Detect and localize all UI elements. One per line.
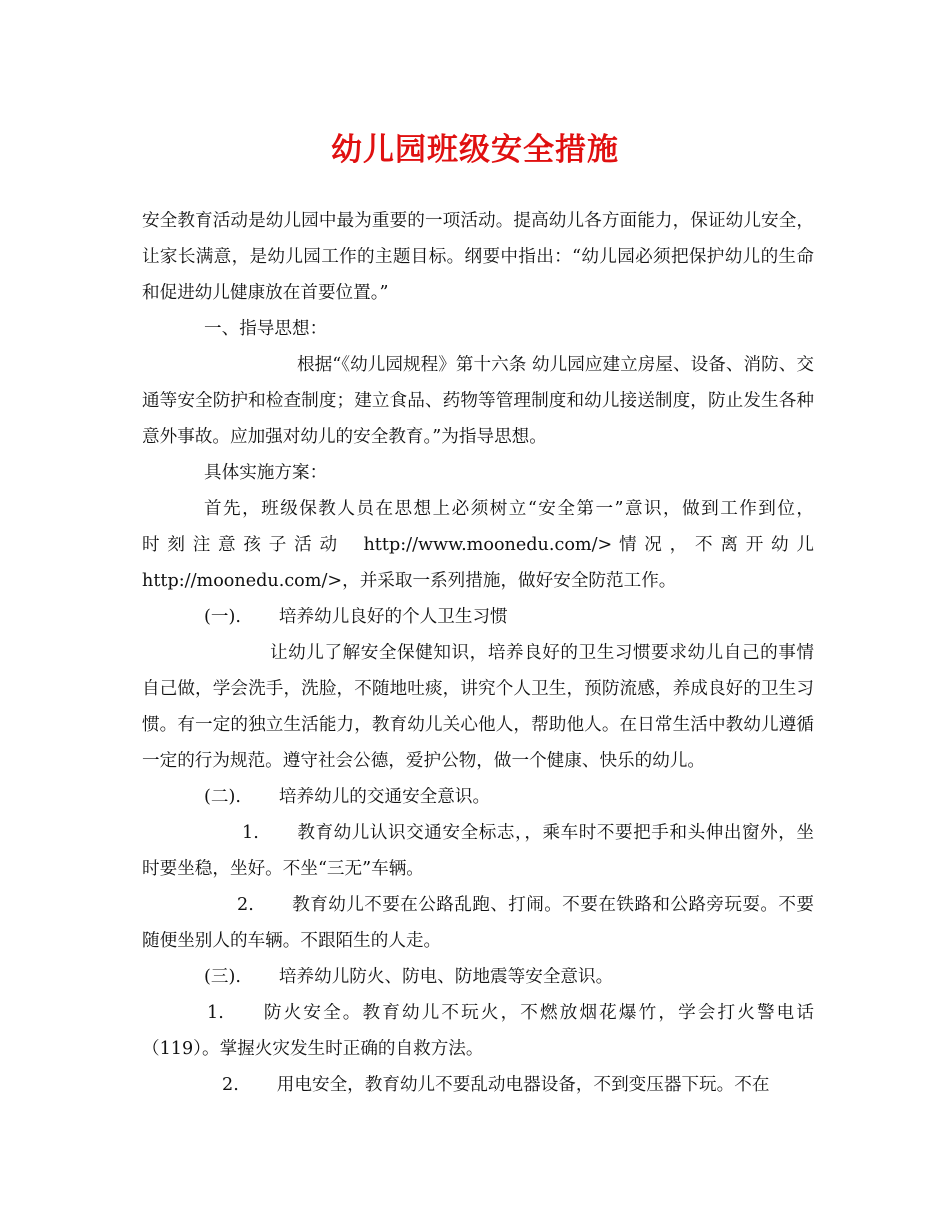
part2-item-1-number: 1.	[242, 823, 259, 843]
part2-heading: 培养幼儿的交通安全意识。	[278, 787, 491, 807]
plan-heading: 具体实施方案：	[204, 463, 328, 483]
plan-line-1: 首先，班级保教人员在思想上必须树立“安全第一”意识，做到工作到位，	[204, 499, 814, 519]
section1-paragraph: 根据“《幼儿园规程》第十六条 幼儿园应建立房屋、设备、消防、交通等安全防护和检查制度；建立食品、药物等管理制度和幼儿接送制度，防止发生各种意外事故。应加强对幼儿的安全教育。”为指导思想。	[142, 355, 814, 447]
part2-item-1	[142, 815, 814, 887]
plan-line-2: 时 刻 注 意 孩 子 活 动 http://www.moonedu.com/> 情 况 ， 不 离 开 幼 儿	[142, 535, 814, 555]
part2-item-1-text: 教育幼儿认识交通安全标志，，乘车时不要把手和头伸出窗外，坐时要坐稳，坐好。不坐“三无”车辆。	[142, 823, 814, 879]
document-title: 幼儿园班级安全措施	[331, 132, 619, 168]
part1-heading: 培养幼儿良好的个人卫生习惯	[278, 607, 508, 627]
part3-heading-line	[142, 959, 814, 995]
part1-number: (一).	[204, 607, 241, 627]
part3-heading: 培养幼儿防火、防电、防地震等安全意识。	[278, 967, 614, 987]
part3-item-1-number: 1.	[207, 1003, 224, 1023]
part2-item-2-text: 教育幼儿不要在公路乱跑、打闹。不要在铁路和公路旁玩耍。不要随便坐别人的车辆。不跟陌生的人走。	[142, 895, 814, 951]
part2-item-2	[142, 887, 814, 959]
part3-number: (三).	[204, 967, 241, 987]
plan-line-3: http://moonedu.com/>，并采取一系列措施，做好安全防范工作。	[142, 571, 677, 591]
part1-heading-line	[142, 599, 814, 635]
part2-item-2-number: 2.	[237, 895, 254, 915]
intro-paragraph: 安全教育活动是幼儿园中最为重要的一项活动。提高幼儿各方面能力，保证幼儿安全，让家长满意，是幼儿园工作的主题目标。纲要中指出：“幼儿园必须把保护幼儿的生命和促进幼儿健康放在首要位置。”	[142, 211, 814, 303]
part3-item-1	[142, 995, 814, 1067]
document-body	[142, 203, 814, 1103]
part2-heading-line	[142, 779, 814, 815]
part3-item-2-text: 用电安全，教育幼儿不要乱动电器设备，不到变压器下玩。不在	[276, 1075, 770, 1095]
part3-item-1-text: 防火安全。教育幼儿不玩火，不燃放烟花爆竹，学会打火警电话（119）。掌握火灾发生时正确的自救方法。	[142, 1003, 814, 1059]
part2-number: (二).	[204, 787, 241, 807]
part3-item-2-number: 2.	[222, 1075, 239, 1095]
part1-paragraph: 让幼儿了解安全保健知识，培养良好的卫生习惯要求幼儿自己的事情自己做，学会洗手，洗脸，不随地吐痰，讲究个人卫生，预防流感，养成良好的卫生习惯。有一定的独立生活能力，教育幼儿关心他人，帮助他人。在日常生活中教幼儿遵循一定的行为规范。遵守社会公德，爱护公物，做一个健康、快乐的幼儿。	[142, 643, 814, 771]
section1-heading: 一、指导思想：	[204, 319, 328, 339]
part3-item-2	[142, 1067, 814, 1103]
